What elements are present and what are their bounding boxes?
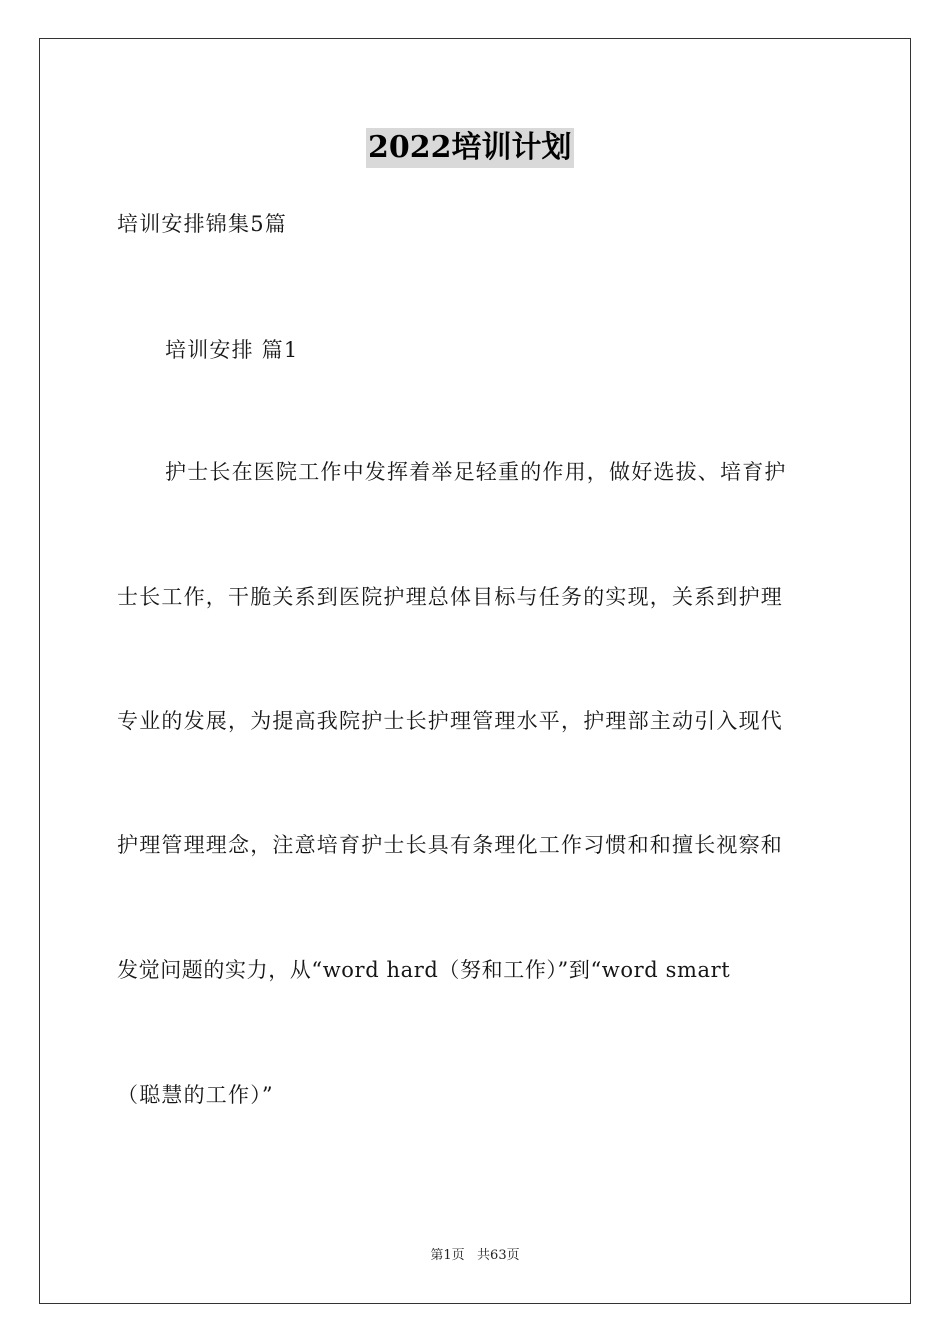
page-footer: 第1页 共63页 xyxy=(430,1248,520,1263)
document-title: 2022培训计划 xyxy=(366,128,574,168)
body-line: （聪慧的工作）” xyxy=(117,1083,274,1107)
body-line: 专业的发展，为提高我院护士长护理管理水平，护理部主动引入现代 xyxy=(117,709,783,733)
body-line: 护士长在医院工作中发挥着举足轻重的作用，做好选拔、培育护 xyxy=(165,460,787,484)
body-line: 护理管理理念，注意培育护士长具有条理化工作习惯和和擅长视察和 xyxy=(117,833,783,857)
body-line: 士长工作，干脆关系到医院护理总体目标与任务的实现，关系到护理 xyxy=(117,585,783,609)
document-subtitle: 培训安排锦集5篇 xyxy=(117,212,287,236)
section-heading: 培训安排 篇1 xyxy=(165,338,299,362)
body-line: 发觉问题的实力，从“word hard（努和工作）”到“word smart xyxy=(117,958,731,982)
